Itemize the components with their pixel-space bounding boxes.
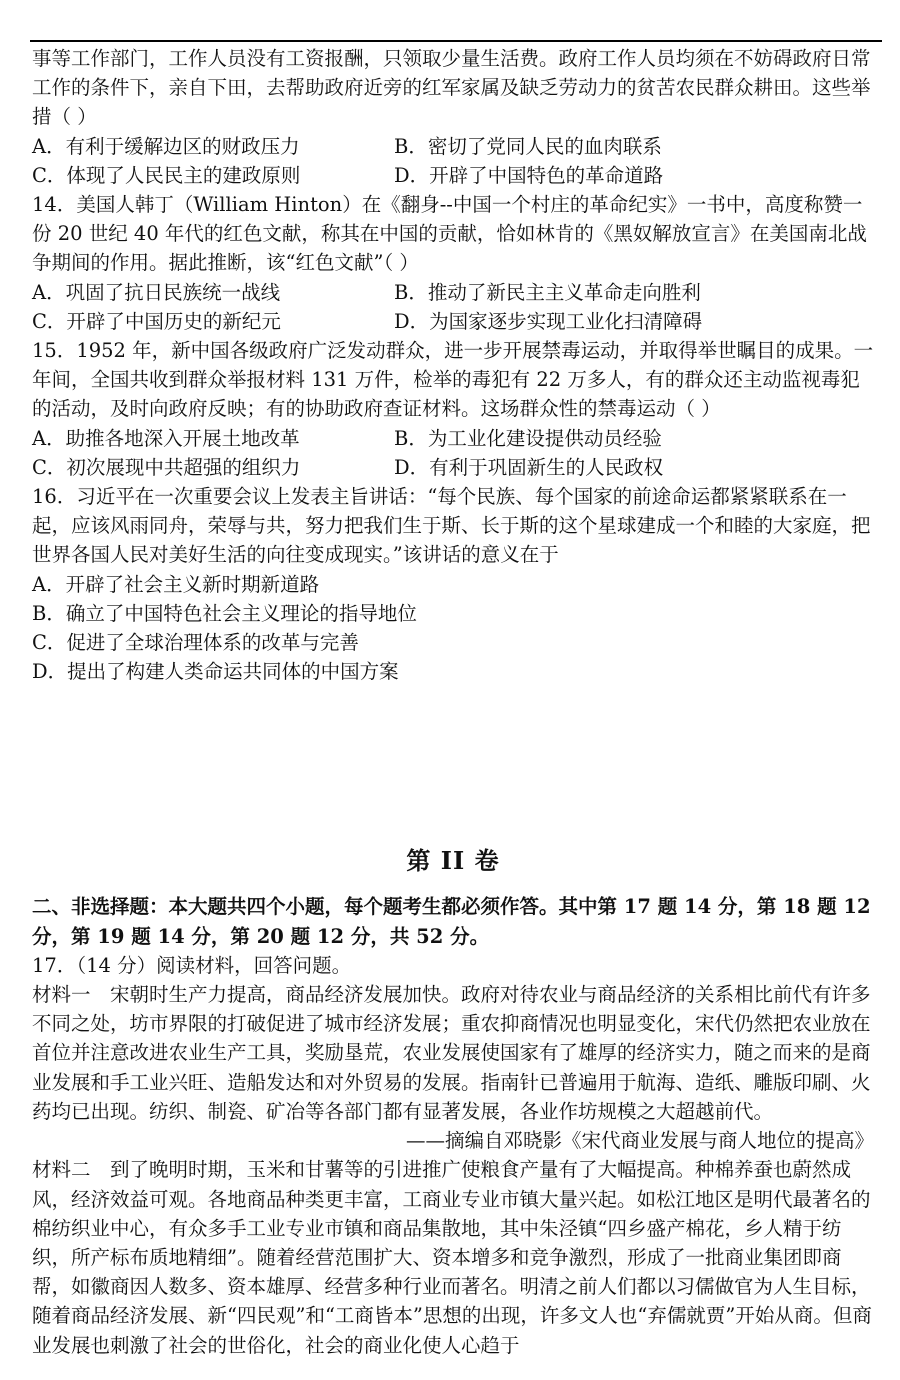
q13-continued-text: 事等工作部门，工作人员没有工资报酬，只领取少量生活费。政府工作人员均须在不妨碍政府日常工作的条件下，亲自下田，去帮助政府近旁的红军家属及缺乏劳动力的贫苦农民群众耕田。这些举措（ ） — [32, 47, 871, 129]
q15-option-b: B．为工业化建设提供动员经验 — [394, 426, 662, 450]
q13-options-row-1 — [32, 132, 874, 161]
material-one-source: ——摘编自邓晓影《宋代商业发展与商人地位的提高》 — [405, 1129, 874, 1153]
q14-options-row-2 — [32, 307, 874, 336]
q14-options-row-1 — [32, 278, 874, 307]
q13-option-a: A．有利于缓解边区的财政压力 — [32, 134, 300, 158]
part2-instructions: 二、非选择题：本大题共四个小题，每个题考生都必须作答。其中第 17 题 14 分，第 18 题 12 分，第 19 题 14 分，第 20 题 12 分，共 52 分。 — [32, 895, 871, 948]
q15-stem: 15．1952 年，新中国各级政府广泛发动群众，进一步开展禁毒运动，并取得举世瞩目的成果。一年间，全国共收到群众举报材料 131 万件，检举的毒犯有 22 万多人，有的群众还主动监视毒犯的活动，及时向政府反映；有的协助政府查证材料。这场群众性的禁毒运动（ ） — [32, 339, 874, 421]
q15-option-a: A．助推各地深入开展土地改革 — [32, 426, 300, 450]
q15-options-row-1 — [32, 424, 874, 453]
q16-option-b: B．确立了中国特色社会主义理论的指导地位 — [32, 601, 417, 625]
material-two: 材料二 到了晚明时期，玉米和甘薯等的引进推广使粮食产量有了大幅提高。种棉养蚕也蔚然成风，经济效益可观。各地商品种类更丰富，工商业专业市镇大量兴起。如松江地区是明代最著名的棉纺织业中心，有众多手工业专业市镇和商品集散地，其中朱泾镇“四乡盛产棉花，乡人精于纺织，所产标布质地精细”。随着经营范围扩大、资本增多和竞争激烈，形成了一批商业集团即商帮，如徽商因人数多、资本雄厚、经营多种行业而著名。明清之前人们都以习儒做官为人生目标，随着商品经济发展、新“四民观”和“工商皆本”思想的出现，许多文人也“弃儒就贾”开始从商。但商业发展也刺激了社会的世俗化，社会的商业化使人心趋于 — [32, 1158, 872, 1357]
q16-option-a: A．开辟了社会主义新时期新道路 — [32, 572, 320, 596]
q14-option-c: C．开辟了中国历史的新纪元 — [32, 309, 281, 333]
q14-option-d: D．为国家逐步实现工业化扫清障碍 — [394, 309, 703, 333]
material-one: 材料一 宋朝时生产力提高，商品经济发展加快。政府对待农业与商品经济的关系相比前代有许多不同之处，坊市界限的打破促进了城市经济发展；重农抑商情况也明显变化，宋代仍然把农业放在首位并注意改进农业生产工具，奖励垦荒，农业发展使国家有了雄厚的经济实力，随之而来的是商业发展和手工业兴旺、造船发达和对外贸易的发展。指南针已普遍用于航海、造纸、雕版印刷、火药均已出现。纺织、制瓷、矿冶等各部门都有显著发展，各业作坊规模之大超越前代。 — [32, 983, 871, 1123]
top-rule — [30, 40, 882, 42]
q13-options-row-2 — [32, 161, 874, 190]
q15-options-row-2 — [32, 453, 874, 482]
q16-option-c: C．促进了全球治理体系的改革与完善 — [32, 631, 359, 655]
q13-option-d: D．开辟了中国特色的革命道路 — [394, 163, 664, 187]
q16-option-d: D．提出了构建人类命运共同体的中国方案 — [32, 660, 399, 684]
q14-option-b: B．推动了新民主主义革命走向胜利 — [394, 280, 701, 304]
q14-stem: 14．美国人韩丁（William Hinton）在《翻身--中国一个村庄的革命纪实》一书中，高度称赞一份 20 世纪 40 年代的红色文献，称其在中国的贡献，恰如林肯的《黑奴解放宣言》在美国南北战争期间的作用。据此推断，该“红色文献”（ ） — [32, 193, 867, 275]
q17-title: 17．（14 分）阅读材料，回答问题。 — [32, 953, 352, 977]
q14-option-a: A．巩固了抗日民族统一战线 — [32, 280, 281, 304]
q13-option-c: C．体现了人民民主的建政原则 — [32, 163, 301, 187]
exam-page — [32, 44, 874, 1360]
section-title: 第 II 卷 — [406, 846, 500, 876]
q15-option-c: C．初次展现中共超强的组织力 — [32, 455, 301, 479]
q13-option-b: B．密切了党同人民的血肉联系 — [394, 134, 662, 158]
q15-option-d: D．有利于巩固新生的人民政权 — [394, 455, 664, 479]
q16-stem: 16．习近平在一次重要会议上发表主旨讲话：“每个民族、每个国家的前途命运都紧紧联系在一起，应该风雨同舟，荣辱与共，努力把我们生于斯、长于斯的这个星球建成一个和睦的大家庭，把世界各国人民对美好生活的向往变成现实。”该讲话的意义在于 — [32, 485, 871, 567]
